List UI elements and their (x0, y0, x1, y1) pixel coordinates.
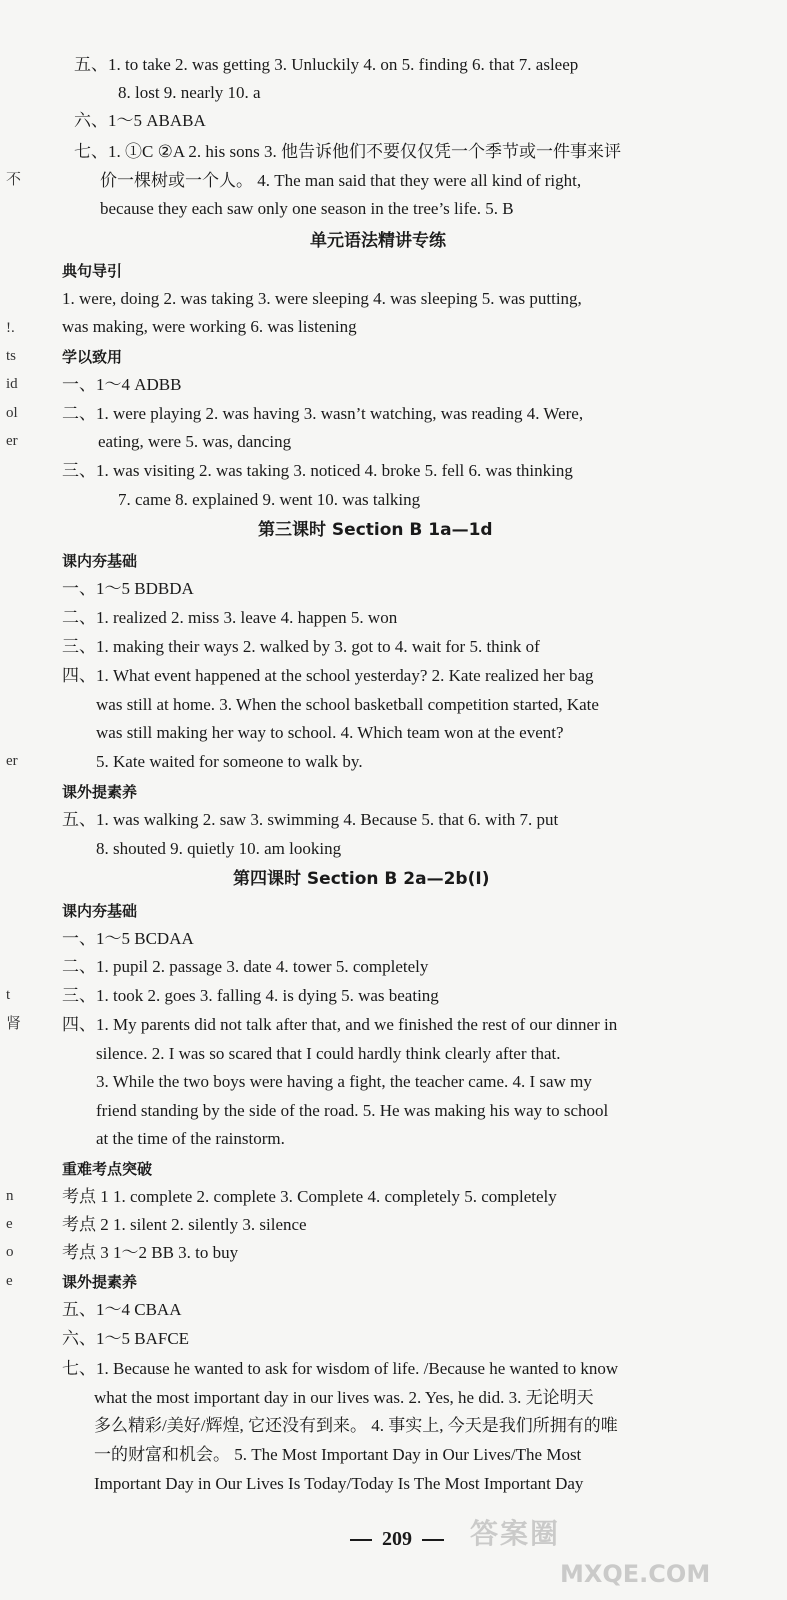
answer-line: 四、1. What event happened at the school yesterday? 2. Kate realized her bag (62, 666, 594, 685)
subsection-heading: 学以致用 (62, 348, 123, 366)
answer-line: 一、1～4 ADBB (62, 375, 182, 394)
answer-line: 六、1～5 ABABA (74, 111, 206, 130)
answer-line: was making, were working 6. was listening (62, 317, 357, 336)
answer-line: 三、1. was visiting 2. was taking 3. noticed 4. broke 5. fell 6. was thinking (62, 461, 573, 480)
watermark-url: MXQE.COM (560, 1560, 711, 1588)
answer-line: 七、1. ①C ②A 2. his sons 3. 他告诉他们不要仅仅凭一个季节或一件事来评 (74, 142, 621, 161)
answer-line: 3. While the two boys were having a fight, the teacher came. 4. I saw my (96, 1072, 592, 1091)
answer-line: 5. Kate waited for someone to walk by. (96, 752, 363, 771)
subsection-heading: 课外提素养 (62, 783, 138, 801)
answer-line: 多么精彩/美好/辉煌, 它还没有到来。 4. 事实上, 今天是我们所拥有的唯 (94, 1416, 618, 1435)
answer-line: 二、1. realized 2. miss 3. leave 4. happen 5. won (62, 608, 398, 627)
answer-line: 1. were, doing 2. was taking 3. were sleeping 4. was sleeping 5. was putting, (62, 289, 582, 308)
answer-line: 四、1. My parents did not talk after that, and we finished the rest of our dinner in (62, 1015, 618, 1034)
answer-line: 价一棵树或一个人。 4. The man said that they were all kind of right, (100, 171, 582, 190)
subsection-heading: 课外提素养 (62, 1273, 138, 1291)
margin-fragment: e (6, 1216, 13, 1232)
margin-fragment: t (6, 987, 11, 1003)
subsection-heading: 课内夯基础 (62, 552, 138, 570)
answer-line: 一的财富和机会。 5. The Most Important Day in Our Lives/The Most (94, 1445, 582, 1464)
answer-line: 五、1～4 CBAA (62, 1300, 182, 1319)
margin-fragment: id (6, 376, 18, 392)
margin-fragment: 不 (6, 172, 22, 188)
margin-fragment: n (6, 1188, 14, 1204)
answer-line: was still at home. 3. When the school basketball competition started, Kate (96, 695, 599, 714)
answer-line: because they each saw only one season in the tree’s life. 5. B (100, 199, 514, 218)
answer-line: 三、1. making their ways 2. walked by 3. got to 4. wait for 5. think of (62, 637, 540, 656)
margin-fragment: 肾 (6, 1016, 22, 1032)
watermark-logo: 答案圈 (470, 1517, 561, 1550)
section-heading: 第四课时 Section B 2a—2b(Ⅰ) (233, 869, 490, 889)
subsection-heading: 课内夯基础 (62, 902, 138, 920)
answer-line: eating, were 5. was, dancing (98, 432, 292, 451)
answer-line: silence. 2. I was so scared that I could hardly think clearly after that. (96, 1044, 561, 1063)
margin-fragment: o (6, 1244, 14, 1260)
section-heading: 第三课时 Section B 1a—1d (258, 520, 493, 540)
answer-line: 六、1～5 BAFCE (62, 1329, 190, 1348)
margin-fragment: !. (6, 320, 15, 336)
answer-line: 七、1. Because he wanted to ask for wisdom of life. /Because he wanted to know (62, 1359, 619, 1378)
answer-line: 五、1. to take 2. was getting 3. Unluckily 4. on 5. finding 6. that 7. asleep (74, 55, 579, 74)
margin-fragment: e (6, 1273, 13, 1289)
margin-fragment: er (6, 433, 18, 449)
section-heading: 单元语法精讲专练 (310, 231, 446, 251)
subsection-heading: 典句导引 (62, 262, 123, 280)
answer-line: at the time of the rainstorm. (96, 1129, 285, 1148)
answer-line: 考点 2 1. silent 2. silently 3. silence (62, 1215, 307, 1234)
answer-line: 一、1～5 BDBDA (62, 579, 194, 598)
answer-line: 考点 3 1～2 BB 3. to buy (62, 1243, 239, 1262)
dash-left (350, 1539, 372, 1541)
answer-line: 三、1. took 2. goes 3. falling 4. is dying 5. was beating (62, 986, 439, 1005)
answer-line: 考点 1 1. complete 2. complete 3. Complete 4. completely 5. completely (62, 1187, 557, 1206)
answer-line: 7. came 8. explained 9. went 10. was talking (118, 490, 421, 509)
margin-fragment: ts (6, 348, 17, 364)
answer-line: 一、1～5 BCDAA (62, 929, 194, 948)
margin-fragment: ol (6, 405, 18, 421)
page-number-text: 209 (382, 1528, 412, 1550)
answer-line: 8. lost 9. nearly 10. a (118, 83, 261, 102)
answer-line: what the most important day in our lives was. 2. Yes, he did. 3. 无论明天 (94, 1388, 594, 1407)
answer-line: 二、1. were playing 2. was having 3. wasn’t watching, was reading 4. Were, (62, 404, 584, 423)
subsection-heading: 重难考点突破 (62, 1160, 153, 1178)
answer-line: Important Day in Our Lives Is Today/Today Is The Most Important Day (94, 1474, 584, 1493)
page-number (340, 1528, 454, 1551)
answer-line: 五、1. was walking 2. saw 3. swimming 4. Because 5. that 6. with 7. put (62, 810, 559, 829)
answer-line: friend standing by the side of the road. 5. He was making his way to school (96, 1101, 609, 1120)
dash-right (422, 1539, 444, 1541)
answer-line: was still making her way to school. 4. Which team won at the event? (96, 723, 564, 742)
answer-line: 8. shouted 9. quietly 10. am looking (96, 839, 342, 858)
answer-line: 二、1. pupil 2. passage 3. date 4. tower 5. completely (62, 957, 429, 976)
margin-fragment: er (6, 753, 18, 769)
